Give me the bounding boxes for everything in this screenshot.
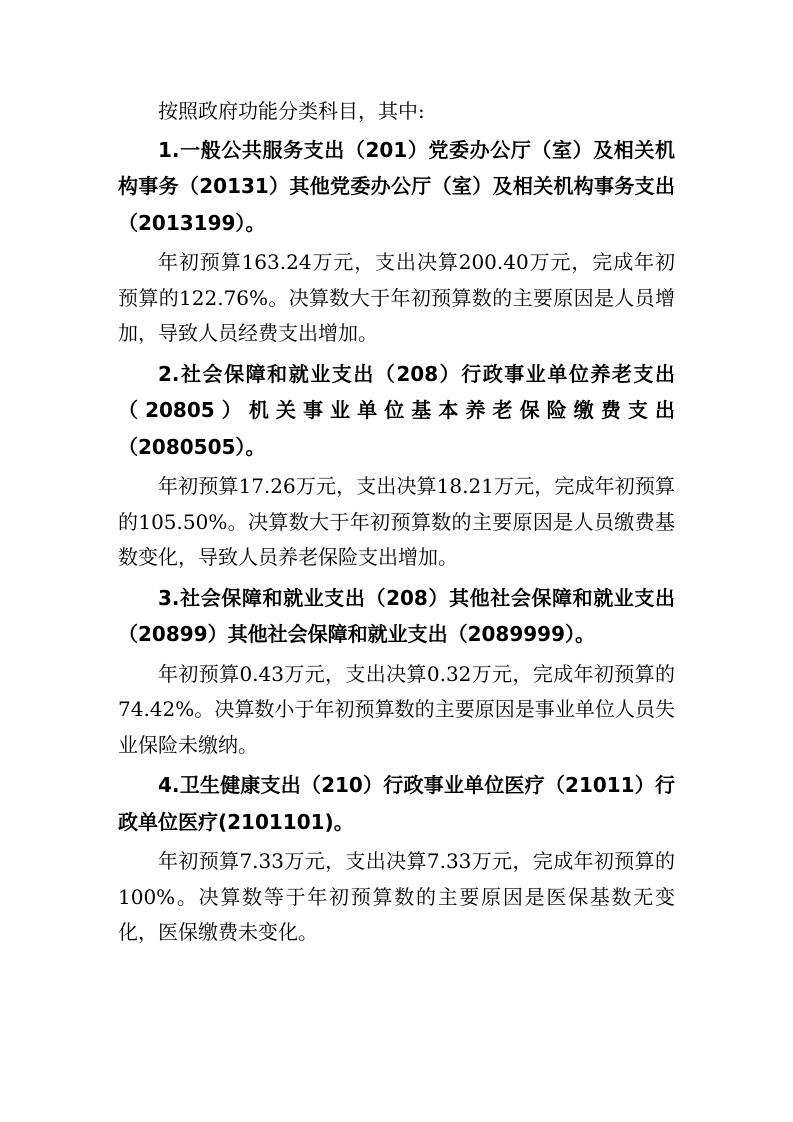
section-2-heading: 2.社会保障和就业支出（208）行政事业单位养老支出（20805）机关事业单位基本养老保险缴费支出（2080505）。 bbox=[118, 361, 675, 459]
section-3-body: 年初预算0.43万元，支出决算0.32万元，完成年初预算的74.42%。决算数小于年初预算数的主要原因是事业单位人员失业保险未缴纳。 bbox=[118, 661, 675, 757]
section-2-body: 年初预算17.26万元，支出决算18.21万元，完成年初预算的105.50%。决算数大于年初预算数的主要原因是人员缴费基数变化，导致人员养老保险支出增加。 bbox=[118, 474, 675, 569]
section-3-heading: 3.社会保障和就业支出（208）其他社会保障和就业支出（20899）其他社会保障和就业支出（2089999）。 bbox=[118, 585, 675, 646]
section-4-heading: 4.卫生健康支出（210）行政事业单位医疗（21011）行政单位医疗(2101101)。 bbox=[118, 773, 675, 834]
intro-paragraph: 按照政府功能分类科目，其中: bbox=[158, 99, 425, 123]
section-1-heading: 1.一般公共服务支出（201）党委办公厅（室）及相关机构事务（20131）其他党委办公厅（室）及相关机构事务支出（2013199）。 bbox=[118, 137, 675, 235]
section-1-body: 年初预算163.24万元，支出决算200.40万元，完成年初预算的122.76%。决算数大于年初预算数的主要原因是人员增加，导致人员经费支出增加。 bbox=[118, 250, 675, 345]
section-4-body: 年初预算7.33万元，支出决算7.33万元，完成年初预算的100%。决算数等于年初预算数的主要原因是医保基数无变化，医保缴费未变化。 bbox=[118, 849, 675, 944]
